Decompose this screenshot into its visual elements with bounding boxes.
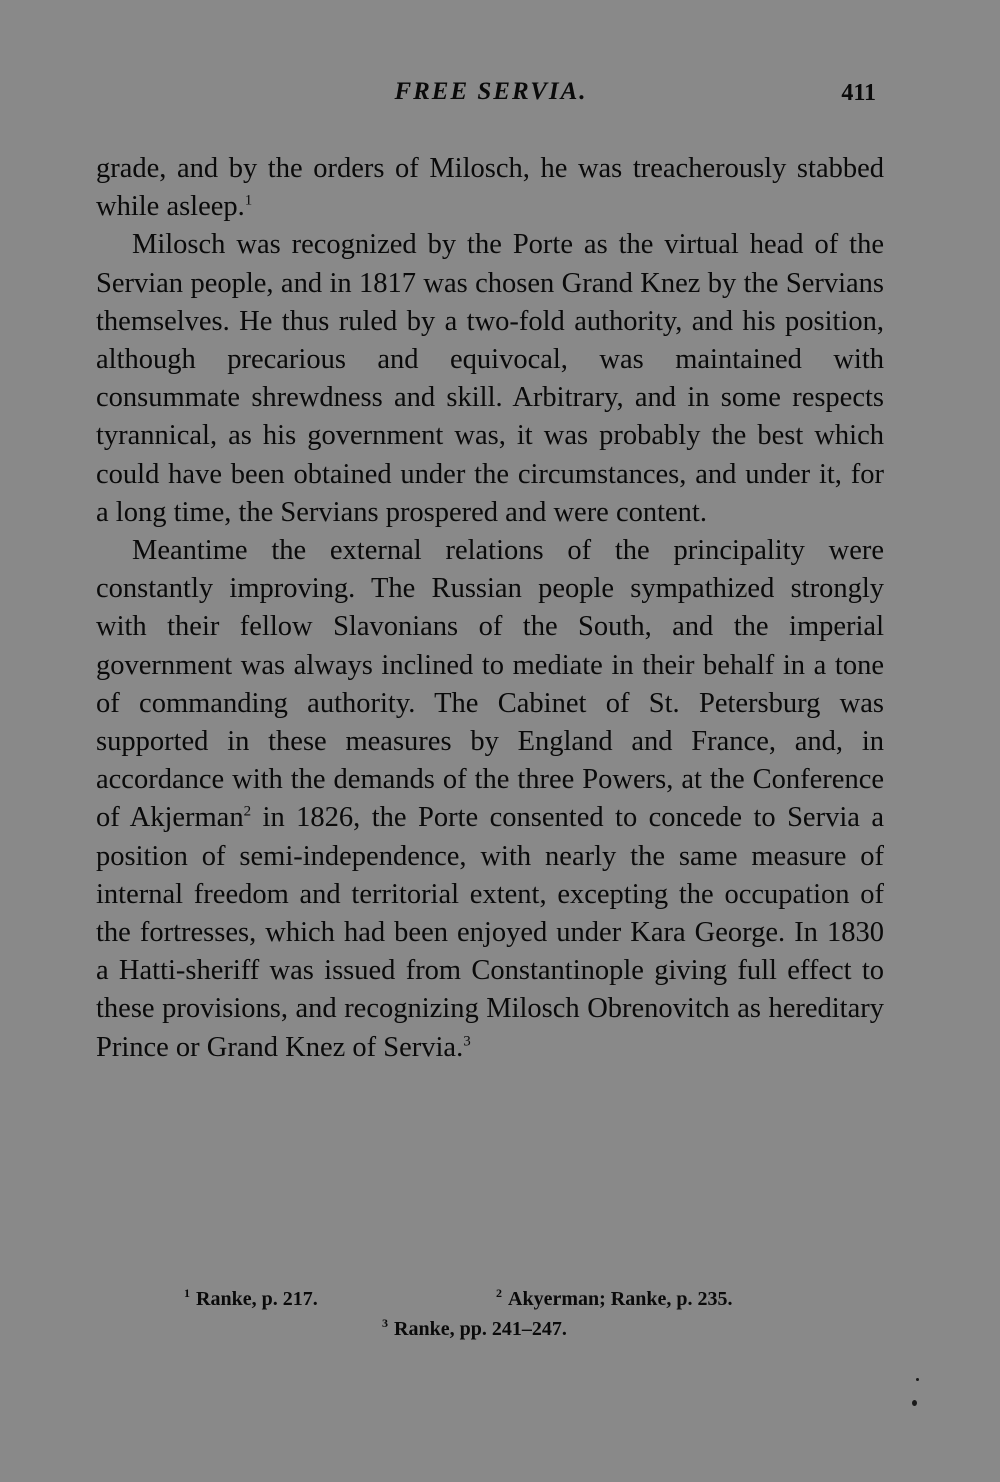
footnote-2 — [496, 1284, 732, 1314]
footnote-text: Ranke, p. 217. — [196, 1288, 318, 1310]
footnote-3 — [382, 1314, 567, 1344]
footnote-1 — [184, 1284, 318, 1314]
paragraph-external-relations — [96, 532, 884, 1067]
footnote-ref-2: 2 — [243, 803, 252, 820]
body-text — [96, 150, 884, 1067]
footnote-ref-1: 1 — [244, 192, 253, 209]
ink-speck — [912, 1400, 917, 1406]
page-number: 411 — [841, 80, 876, 106]
paragraph-milosch-recognized — [96, 226, 884, 532]
paragraph-text: Meantime the external relations of the principality were constantly improving. The Russian people sympathized strongly with their fellow Slavonians of the South, and the imperial government was always inclined to mediate in their behalf in a tone of commanding authority. The Cabinet of St. Petersburg was supported in these measures by England and France, and, in accordance with the demands of the three Powers, at the Conference of Akjerman — [96, 535, 884, 834]
paragraph-continuation — [96, 150, 884, 226]
footnote-row — [96, 1284, 884, 1314]
footnote-text: Ranke, pp. 241–247. — [394, 1318, 567, 1340]
footnote-ref-3: 3 — [463, 1033, 471, 1050]
footnote-mark: 3 — [382, 1316, 388, 1331]
paragraph-text: Milosch was recognized by the Porte as the virtual head of the Servian people, and in 1817 was chosen Grand Knez by the Servians themselves. He thus ruled by a two-fold authority, and his position, although precarious and equivocal, was maintained with consummate shrewdness and skill. Arbitrary, and in some respects tyrannical, as his government was, it was probably the best which could have been obtained under the circumstances, and under it, for a long time, the Servians prospered and were content. — [96, 229, 884, 528]
footnote-text: Akyerman; Ranke, p. 235. — [508, 1288, 733, 1310]
footnote-mark: 2 — [496, 1286, 502, 1301]
running-head — [96, 78, 886, 114]
footnotes — [96, 1284, 884, 1344]
paragraph-text: grade, and by the orders of Milosch, he was treacherously stabbed while asleep. — [96, 153, 884, 223]
paragraph-text: in 1826, the Porte consented to concede to Servia a position of semi-independence, with nearly the same measure of internal freedom and territorial extent, excepting the occupation of the fortresses, which had been enjoyed under Kara George. In 1830 a Hatti-sheriff was issued from Constantinople giving full effect to these provisions, and recognizing Milosch Obrenovitch as hereditary Prince or Grand Knez of Servia. — [96, 802, 884, 1063]
footnote-row — [96, 1314, 884, 1344]
running-title: FREE SERVIA. — [394, 78, 588, 105]
footnote-mark: 1 — [184, 1286, 190, 1301]
ink-speck — [916, 1378, 919, 1381]
